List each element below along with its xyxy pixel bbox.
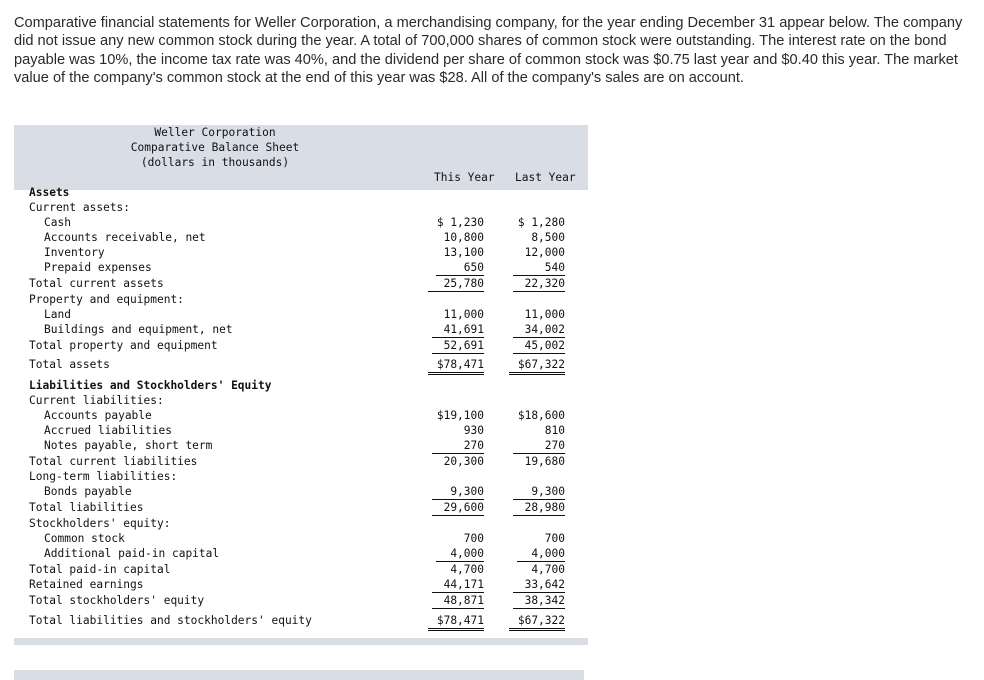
value-last-year: 38,342	[513, 593, 565, 609]
value-this-year: 52,691	[432, 338, 484, 354]
table-row	[14, 438, 588, 453]
table-row	[14, 307, 588, 322]
table-row	[14, 484, 588, 499]
row-label: Property and equipment:	[29, 293, 184, 306]
value-this-year: 44,171	[432, 577, 484, 593]
row-label: Total assets	[29, 358, 110, 371]
row-label: Buildings and equipment, net	[44, 323, 233, 336]
row-label: Accounts receivable, net	[44, 231, 206, 244]
table-row	[14, 408, 588, 423]
value-last-year: 9,300	[513, 484, 565, 500]
value-this-year: 4,700	[450, 563, 484, 576]
value-last-year: 28,980	[513, 500, 565, 516]
row-label: Stockholders' equity:	[29, 517, 171, 530]
row-label: Liabilities and Stockholders' Equity	[29, 379, 272, 392]
value-last-year: 12,000	[524, 246, 565, 259]
row-label: Accounts payable	[44, 409, 152, 422]
value-this-year: 13,100	[443, 246, 484, 259]
value-this-year: 29,600	[432, 500, 484, 516]
value-last-year: $18,600	[517, 409, 565, 422]
statement-name: Comparative Balance Sheet	[130, 141, 300, 154]
column-header-last-year: Last Year	[515, 171, 576, 184]
value-last-year: 11,000	[524, 308, 565, 321]
value-last-year: 4,000	[517, 546, 565, 562]
table-row-total	[14, 562, 588, 577]
value-last-year: $ 1,280	[517, 216, 565, 229]
next-statement-header-band	[14, 670, 584, 680]
row-label: Retained earnings	[29, 578, 144, 591]
table-row-total	[14, 593, 588, 608]
value-this-year: $78,471	[428, 613, 484, 631]
row-label: Assets	[29, 186, 70, 199]
value-this-year: $78,471	[428, 357, 484, 375]
row-label: Total current liabilities	[29, 455, 198, 468]
section-heading-liabilities-equity	[14, 378, 588, 393]
balance-sheet	[14, 125, 588, 645]
row-label: Notes payable, short term	[44, 439, 213, 452]
value-last-year: 810	[544, 424, 565, 437]
row-label: Total stockholders' equity	[29, 594, 205, 607]
value-this-year: 11,000	[443, 308, 484, 321]
subsection-heading	[14, 393, 588, 408]
row-label: Accrued liabilities	[44, 424, 172, 437]
value-this-year: 10,800	[443, 231, 484, 244]
table-row-grand-total	[14, 357, 588, 372]
value-last-year: 45,002	[513, 338, 565, 354]
statement-units: (dollars in thousands)	[140, 156, 290, 169]
table-row	[14, 531, 588, 546]
subsection-heading	[14, 292, 588, 307]
value-this-year: $19,100	[436, 409, 484, 422]
value-this-year: 41,691	[432, 322, 484, 338]
value-last-year: 270	[513, 438, 565, 454]
row-label: Inventory	[44, 246, 105, 259]
value-last-year: 540	[513, 260, 565, 276]
value-last-year: 4,700	[531, 563, 565, 576]
table-row	[14, 322, 588, 337]
value-last-year: 33,642	[513, 577, 565, 593]
row-label: Total paid-in capital	[29, 563, 171, 576]
problem-statement: Comparative financial statements for Weller Corporation, a merchandising company, for the year ending December 31 appear below. The company did not issue any new common stock during the year. A total of 700,000 shares of common stock were outstanding. The interest rate on the bond payable was 10%, the income tax rate was 40%, and the dividend per share of common stock was $0.75 last year and $0.40 this year. The market value of the company's common stock at the end of this year was $28. All of the company's sales are on account.	[14, 15, 963, 86]
value-this-year: 4,000	[436, 546, 484, 562]
value-this-year: 25,780	[428, 276, 484, 292]
section-heading-assets	[14, 185, 588, 200]
row-label: Total liabilities and stockholders' equity	[29, 614, 312, 627]
table-row-total	[14, 338, 588, 353]
table-row-total	[14, 276, 588, 291]
row-label: Current liabilities:	[29, 394, 164, 407]
value-this-year: 930	[463, 424, 484, 437]
row-label: Long-term liabilities:	[29, 470, 178, 483]
table-bottom-divider	[14, 638, 588, 645]
value-last-year: 700	[544, 532, 565, 545]
table-row	[14, 230, 588, 245]
row-label: Total liabilities	[29, 501, 144, 514]
table-row	[14, 546, 588, 561]
column-header-this-year: This Year	[434, 171, 495, 184]
value-this-year: 20,300	[443, 455, 484, 468]
row-label: Total property and equipment	[29, 339, 218, 352]
row-label: Common stock	[44, 532, 125, 545]
row-label: Cash	[44, 216, 71, 229]
value-last-year: $67,322	[509, 613, 565, 631]
table-row	[14, 215, 588, 230]
value-this-year: $ 1,230	[436, 216, 484, 229]
value-last-year: 34,002	[513, 322, 565, 338]
row-label: Bonds payable	[44, 485, 132, 498]
value-this-year: 270	[432, 438, 484, 454]
subsection-heading	[14, 516, 588, 531]
value-this-year: 700	[463, 532, 484, 545]
value-this-year: 650	[436, 260, 484, 276]
value-last-year: 19,680	[524, 455, 565, 468]
table-row	[14, 260, 588, 275]
table-row	[14, 423, 588, 438]
value-last-year: $67,322	[509, 357, 565, 375]
company-name: Weller Corporation	[154, 126, 276, 139]
row-label: Total current assets	[29, 277, 164, 290]
row-label: Prepaid expenses	[44, 261, 152, 274]
table-row-total	[14, 454, 588, 469]
value-last-year: 22,320	[513, 276, 565, 292]
row-label: Land	[44, 308, 71, 321]
table-row	[14, 577, 588, 592]
value-this-year: 9,300	[432, 484, 484, 500]
subsection-heading	[14, 200, 588, 215]
row-label: Current assets:	[29, 201, 131, 214]
value-this-year: 48,871	[432, 593, 484, 609]
row-label: Additional paid-in capital	[44, 547, 220, 560]
table-row-total	[14, 500, 588, 515]
table-row	[14, 245, 588, 260]
table-row-grand-total	[14, 613, 588, 628]
value-last-year: 8,500	[531, 231, 565, 244]
subsection-heading	[14, 469, 588, 484]
